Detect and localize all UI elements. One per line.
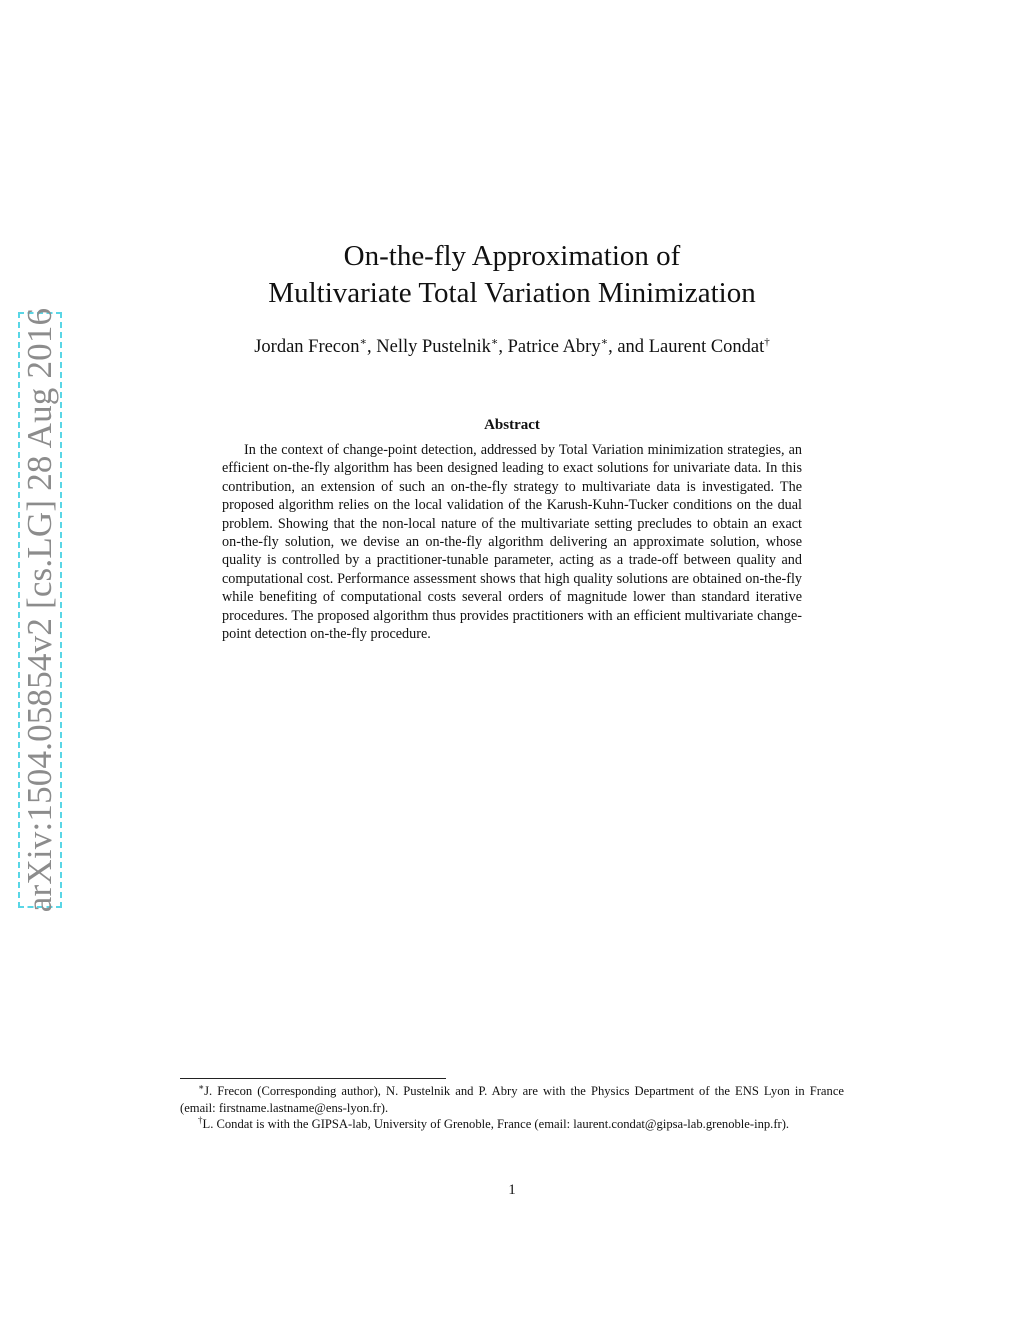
author-separator: , bbox=[367, 337, 377, 357]
footnote-1-text: J. Frecon (Corresponding author), N. Pustelnik and P. Abry are with the Physics Department of the ENS Lyon in France (email: firstname.lastname@ens-lyon.fr). bbox=[180, 1084, 844, 1115]
author-separator: , bbox=[498, 337, 508, 357]
footnote-1 bbox=[180, 1083, 844, 1116]
author-name: Patrice Abry bbox=[507, 337, 601, 357]
author-separator: , and bbox=[608, 337, 649, 357]
paper-title bbox=[0, 238, 1024, 312]
paper-title-line-1: On-the-fly Approximation of bbox=[343, 240, 681, 272]
author-affiliation-mark: ∗ bbox=[600, 336, 609, 348]
author-affiliation-mark: ∗ bbox=[359, 336, 368, 348]
author-affiliation-mark: † bbox=[764, 336, 770, 348]
author-name: Jordan Frecon bbox=[254, 337, 360, 357]
footnote-1-mark: ∗ bbox=[198, 1082, 205, 1092]
author-name: Laurent Condat bbox=[648, 337, 765, 357]
author-list bbox=[0, 335, 1024, 359]
page-number: 1 bbox=[508, 1182, 516, 1198]
footnote-divider bbox=[180, 1078, 446, 1079]
paper-title-line-2: Multivariate Total Variation Minimization bbox=[268, 277, 756, 309]
abstract-body: In the context of change-point detection, addressed by Total Variation minimization strategies, an efficient on-the-fly algorithm has been designed leading to exact solutions for univariate data. In this contribution, an extension of such an on-the-fly strategy to multivariate data is investigated. The proposed algorithm relies on the local validation of the Karush-Kuhn-Tucker conditions on the dual problem. Showing that the non-local nature of the multivariate setting precludes to obtain an exact on-the-fly solution, we devise an on-the-fly algorithm delivering an approximate solution, whose quality is controlled by a practitioner-tunable parameter, acting as a trade-off between quality and computational cost. Performance assessment shows that high quality solutions are obtained on-the-fly while benefiting of computational costs several orders of magnitude lower than standard iterative procedures. The proposed algorithm thus provides practitioners with an efficient multivariate change-point detection on-the-fly procedure. bbox=[222, 442, 802, 643]
footnote-2-text: L. Condat is with the GIPSA-lab, University of Grenoble, France (email: laurent.condat@gipsa-lab.grenoble-inp.fr). bbox=[202, 1117, 790, 1131]
footnote-2 bbox=[180, 1116, 844, 1133]
author-name: Nelly Pustelnik bbox=[376, 337, 491, 357]
arxiv-stamp bbox=[18, 307, 62, 913]
author-affiliation-mark: ∗ bbox=[490, 336, 499, 348]
abstract-heading: Abstract bbox=[484, 417, 540, 433]
footnote-2-mark: † bbox=[198, 1115, 203, 1125]
arxiv-stamp-text: arXiv:1504.05854v2 [cs.LG] 28 Aug 2016 bbox=[20, 307, 59, 913]
